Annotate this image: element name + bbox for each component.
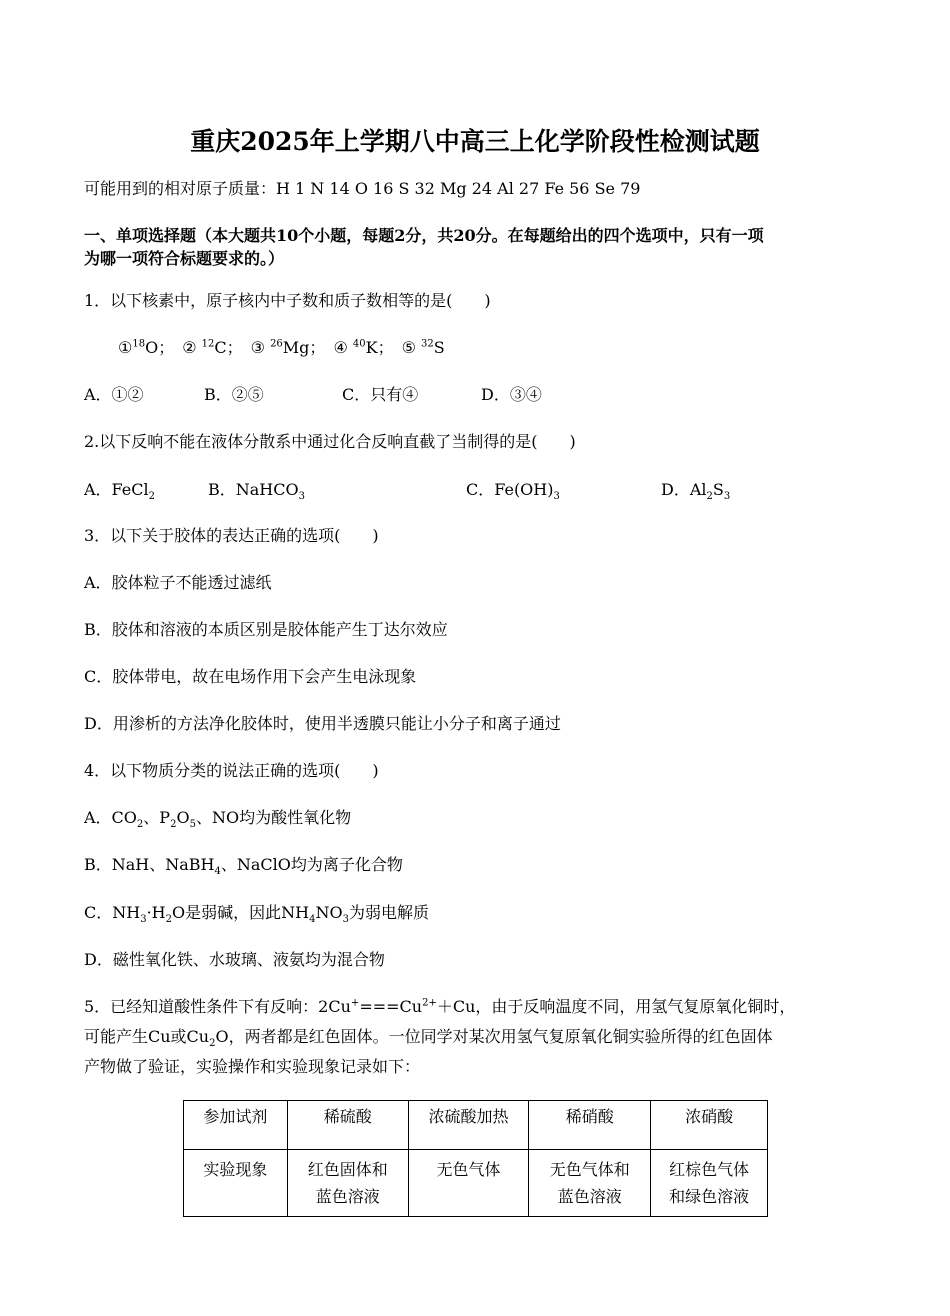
formula-text: A．FeCl	[84, 480, 149, 499]
section-heading-line2: 为哪一项符合标题要求的。）	[84, 249, 285, 268]
cell-line: 蓝色溶液	[315, 1187, 380, 1206]
question-text: 5．已经知道酸性条件下有反响：2Cu	[84, 997, 351, 1016]
table-header-cell: 参加试剂	[184, 1101, 288, 1150]
mass-number: 26	[270, 338, 283, 350]
mass-number: 18	[132, 338, 146, 350]
q4-option-c	[84, 901, 429, 925]
table-header-cell: 稀硝酸	[529, 1101, 651, 1150]
table-cell	[529, 1150, 651, 1217]
cell-line: 无色气体和	[549, 1160, 630, 1179]
table-cell	[651, 1150, 768, 1217]
question-text: ＋Cu，由于反响温度不同，用氢气复原氧化铜时，	[436, 997, 796, 1016]
option-text: NO	[315, 903, 343, 922]
q1-option-d: D．③④	[481, 385, 542, 404]
q4-option-d: D．磁性氧化铁、水玻璃、液氨均为混合物	[84, 950, 385, 969]
table-row	[184, 1150, 768, 1217]
q4-option-a	[84, 806, 351, 830]
element: S	[433, 338, 445, 357]
option-text: 、P	[143, 808, 171, 827]
nuclide-index: ②	[182, 338, 202, 357]
q2-option-d	[661, 478, 730, 502]
q2-option-a	[84, 478, 155, 502]
table-header-cell: 浓硝酸	[651, 1101, 768, 1150]
subscript: 2	[148, 491, 155, 503]
subscript: 5	[189, 819, 196, 831]
superscript: +	[350, 997, 360, 1009]
subscript: 3	[298, 491, 305, 503]
option-text: A．CO	[84, 808, 137, 827]
subscript: 2	[136, 819, 144, 831]
q5-line1	[84, 995, 795, 1019]
formula-text: C．Fe(OH)	[466, 480, 554, 499]
atomic-mass-line: 可能用到的相对原子质量：H 1 N 14 O 16 S 32 Mg 24 Al 27 Fe 56 Se 79	[84, 179, 641, 198]
section-heading-line1: 一、单项选择题（本大题共10个小题，每题2分，共20分。在每题给出的四个选项中，只有一项	[84, 226, 764, 245]
mass-number: 12	[201, 338, 215, 350]
table-cell	[287, 1150, 408, 1217]
formula-text: B．NaHCO	[208, 480, 299, 499]
mass-number: 40	[352, 338, 366, 350]
option-text: B．NaH、NaBH	[84, 855, 215, 874]
subscript: 4	[214, 866, 221, 878]
element: Mg；	[282, 338, 326, 357]
q1-option-c: C．只有④	[342, 385, 419, 404]
q1-stem: 1．以下核素中，原子核内中子数和质子数相等的是( )	[84, 291, 491, 310]
subscript: 3	[140, 914, 147, 926]
subscript: 2	[706, 491, 713, 503]
question-text: O，两者都是红色固体。一位同学对某次用氢气复原氧化铜实验所得的红色固体	[215, 1027, 773, 1046]
superscript: 2+	[422, 997, 437, 1009]
exam-title: 重庆2025年上学期八中高三上化学阶段性检测试题	[190, 127, 760, 156]
q3-option-b: B．胶体和溶液的本质区别是胶体能产生丁达尔效应	[84, 620, 448, 639]
q1-option-a: A．①②	[84, 385, 144, 404]
q2-option-c	[466, 478, 560, 502]
table-header-cell: 浓硫酸加热	[408, 1101, 529, 1150]
cell-line: 和绿色溶液	[669, 1187, 750, 1206]
table-cell: 无色气体	[408, 1150, 529, 1217]
cell-line: 红色固体和	[307, 1160, 388, 1179]
table-row	[184, 1101, 768, 1150]
q5-line3: 产物做了验证，实验操作和实验现象记录如下：	[84, 1057, 421, 1076]
subscript: 2	[170, 819, 177, 831]
cell-line: 蓝色溶液	[557, 1187, 622, 1206]
mass-number: 32	[421, 338, 434, 350]
subscript: 3	[342, 914, 349, 926]
option-text: 、NaClO均为离子化合物	[220, 855, 403, 874]
q4-stem: 4．以下物质分类的说法正确的选项( )	[84, 761, 379, 780]
q2-option-b	[208, 478, 305, 502]
element: C；	[214, 338, 243, 357]
nuclide-index: ④	[333, 338, 353, 357]
table-header-cell: 稀硫酸	[287, 1101, 408, 1150]
q1-nuclides	[118, 336, 445, 360]
option-text: C．NH	[84, 903, 141, 922]
subscript: 3	[553, 491, 560, 503]
q2-stem: 2.以下反响不能在液体分散系中通过化合反响直截了当制得的是( )	[84, 432, 576, 451]
option-text: 为弱电解质	[348, 903, 429, 922]
experiment-table	[183, 1100, 768, 1217]
formula-text: D．Al	[661, 480, 707, 499]
q3-stem: 3．以下关于胶体的表达正确的选项( )	[84, 526, 379, 545]
subscript: 3	[723, 491, 731, 503]
q1-option-b: B．②⑤	[204, 385, 264, 404]
option-text: ·H	[146, 903, 166, 922]
formula-text: S	[712, 480, 724, 499]
element: K；	[365, 338, 394, 357]
subscript: 4	[309, 914, 316, 926]
table-cell: 实验现象	[184, 1150, 288, 1217]
nuclide-index: ③	[250, 338, 271, 357]
option-text: O	[176, 808, 190, 827]
q4-option-b	[84, 853, 403, 877]
q5-line2	[84, 1025, 773, 1049]
option-text: O是弱碱，因此NH	[172, 903, 310, 922]
q3-option-d: D．用渗析的方法净化胶体时，使用半透膜只能让小分子和离子通过	[84, 714, 561, 733]
question-text: ===Cu	[359, 997, 423, 1016]
subscript: 2	[165, 914, 172, 926]
element: O；	[145, 338, 175, 357]
question-text: 可能产生Cu或Cu	[84, 1027, 210, 1046]
option-text: 、NO均为酸性氧化物	[195, 808, 352, 827]
cell-line: 红棕色气体	[669, 1160, 750, 1179]
subscript: 2	[209, 1038, 216, 1050]
nuclide-index: ⑤	[401, 338, 422, 357]
q3-option-c: C．胶体带电，故在电场作用下会产生电泳现象	[84, 667, 417, 686]
q3-option-a: A．胶体粒子不能透过滤纸	[84, 573, 272, 592]
nuclide-index: ①	[118, 338, 133, 357]
